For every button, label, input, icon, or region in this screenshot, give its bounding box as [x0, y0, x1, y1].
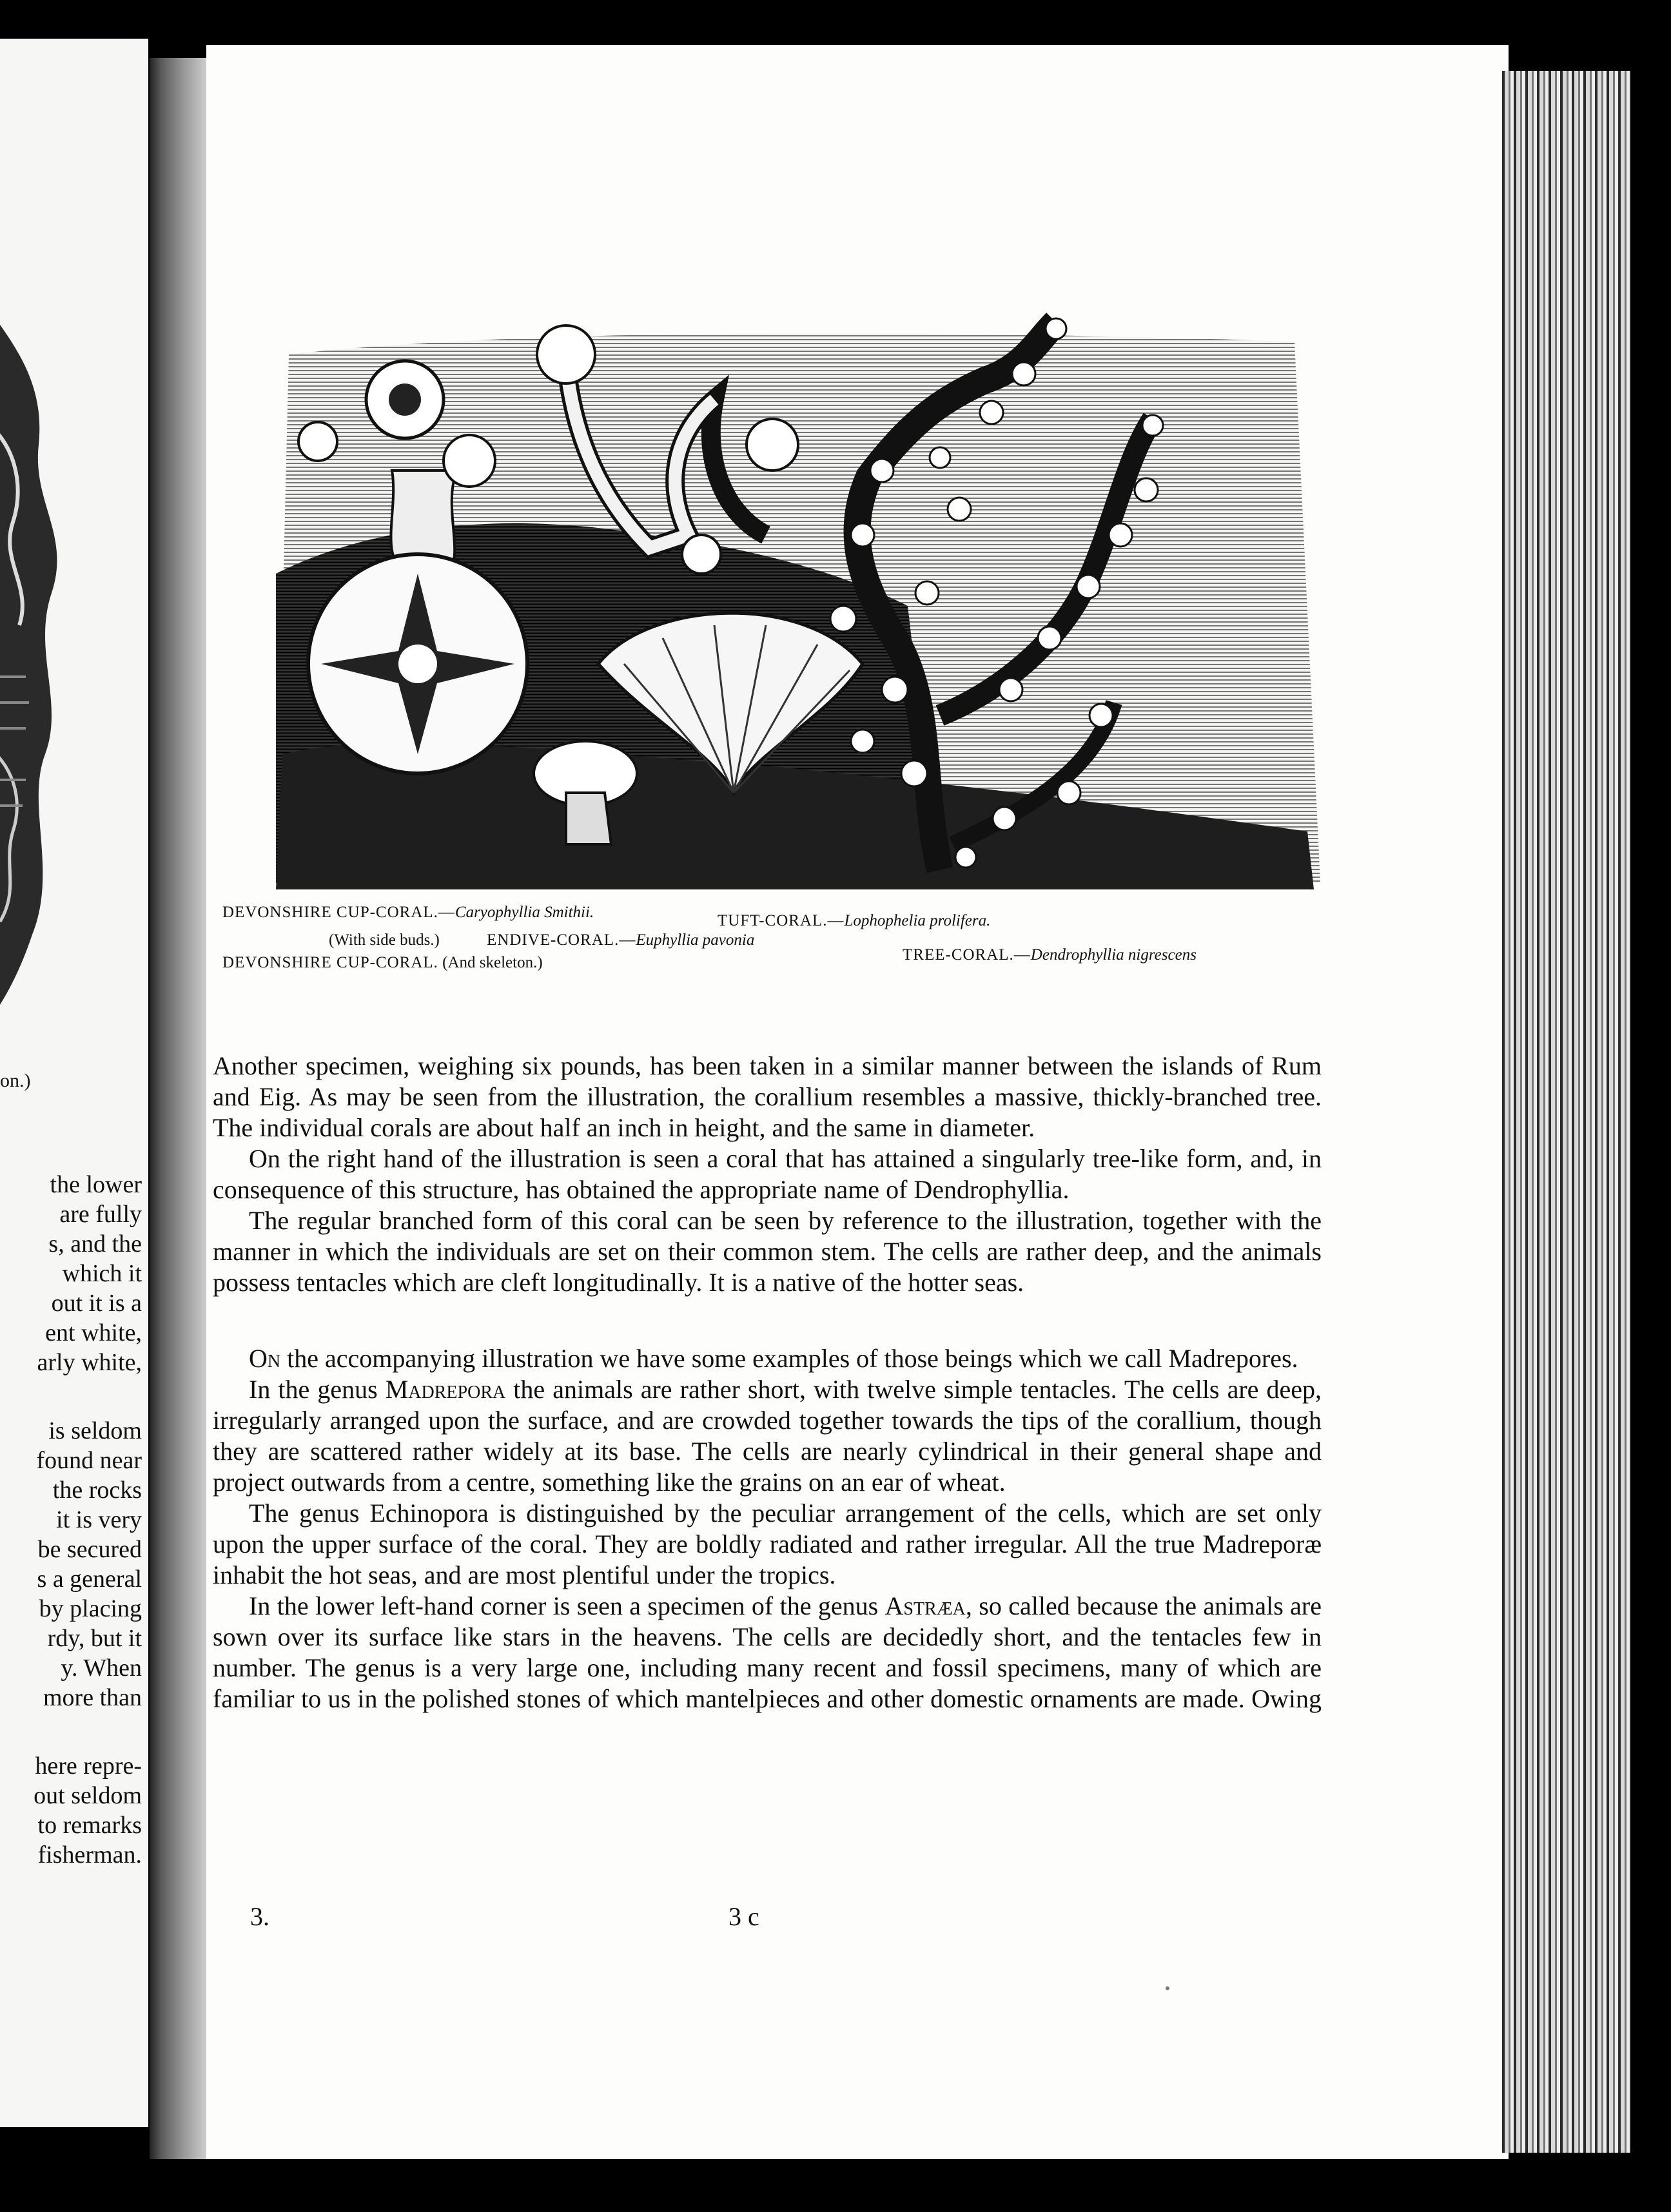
caption-tuft-coral: TUFT-CORAL.—Lophophelia prolifera. [718, 912, 991, 929]
left-line: it is very [56, 1506, 142, 1533]
caption-side-buds-note: (With side buds.) [329, 931, 440, 949]
paragraph: In the lower left-hand corner is seen a specimen of the genus Astræa, so called because the animals are sown over its surface like stars in the heavens. The cells are decidedly short, and the tentacles few in number. The genus is a very large one, including many recent and fossil specimens, many of which are familiar to us in the polished stones of which mantelpieces and other domestic ornaments are made. Owing [213, 1591, 1322, 1713]
left-line: here repre- [35, 1752, 142, 1780]
left-page [0, 39, 148, 2127]
left-line: arly white, [37, 1349, 142, 1376]
page-edges [1502, 71, 1631, 2153]
coral-engraving [263, 303, 1327, 902]
paragraph: In the genus Madrepora the animals are rather short, with twelve simple tentacles. The cells are deep, irregularly arranged upon the surface, and are crowded together towards the tips of the corallium, though they are scattered rather widely at its base. The cells are nearly cylindrical in their general shape and project outwards from a centre, something like the grains on an ear of wheat. [213, 1375, 1322, 1497]
left-line: is seldom [48, 1417, 142, 1444]
left-line: more than [43, 1684, 142, 1711]
left-line: the rocks [52, 1477, 142, 1504]
paragraph: Another specimen, weighing six pounds, has been taken in a similar manner between the islands of Rum and Eig. As may be seen from the illustration, the corallium resembles a massive, thickly-branched tree. The individual corals are about half an inch in height, and the same in diameter. [213, 1051, 1322, 1142]
left-line: s, and the [48, 1230, 142, 1257]
paragraph: On the accompanying illustration we have some examples of those beings which we call Madrepores. [249, 1344, 1298, 1373]
left-line: s a general [37, 1566, 142, 1593]
body-text [213, 1051, 1322, 1714]
caption-tree-coral: TREE-CORAL.—Dendrophyllia nigrescens [903, 946, 1197, 964]
left-line: ent white, [45, 1319, 142, 1346]
left-line: be secured [37, 1536, 142, 1563]
left-line: by placing [39, 1595, 142, 1622]
book-gutter [150, 58, 208, 2159]
caption-devonshire-cup-coral: DEVONSHIRE CUP-CORAL.—Caryophyllia Smithii. [222, 904, 594, 921]
left-line: fisherman. [37, 1841, 142, 1868]
left-line: found near [36, 1447, 142, 1474]
left-page-engraving [0, 290, 77, 1038]
part-number: 3. [250, 1902, 269, 1931]
paragraph: On the right hand of the illustration is seen a coral that has attained a singularly tree-like form, and, in consequence of this structure, has obtained the appropriate name of Dendrophyllia. [213, 1144, 1322, 1204]
left-line: are fully [59, 1201, 142, 1228]
ink-speck [1166, 1986, 1169, 1990]
left-line: y. When [61, 1654, 142, 1682]
left-line: to remarks [37, 1812, 142, 1839]
left-line: rdy, but it [47, 1625, 142, 1652]
left-line: which it [62, 1260, 142, 1287]
left-line: out seldom [34, 1782, 142, 1809]
left-page-caption: on.) [0, 1070, 31, 1091]
caption-devonshire-skeleton: DEVONSHIRE CUP-CORAL. (And skeleton.) [222, 954, 543, 971]
paragraph: The genus Echinopora is distinguished by the peculiar arrangement of the cells, which are set only upon the upper surface of the coral. They are boldly radiated and rather irregular. All the true Madreporæ inhabit the hot seas, and are most plentiful under the tropics. [213, 1499, 1322, 1589]
left-line: out it is a [51, 1290, 142, 1317]
signature-mark: 3 c [728, 1902, 759, 1931]
left-page-text-column [0, 1170, 142, 1870]
left-line: the lower [50, 1171, 142, 1198]
paragraph: The regular branched form of this coral can be seen by reference to the illustration, together with the manner in which the individuals are set on their common stem. The cells are rather deep, and the animals possess tentacles which are cleft longitudinally. It is a native of the hotter seas. [213, 1206, 1322, 1297]
caption-endive-coral: ENDIVE-CORAL.—Euphyllia pavonia [487, 931, 755, 949]
